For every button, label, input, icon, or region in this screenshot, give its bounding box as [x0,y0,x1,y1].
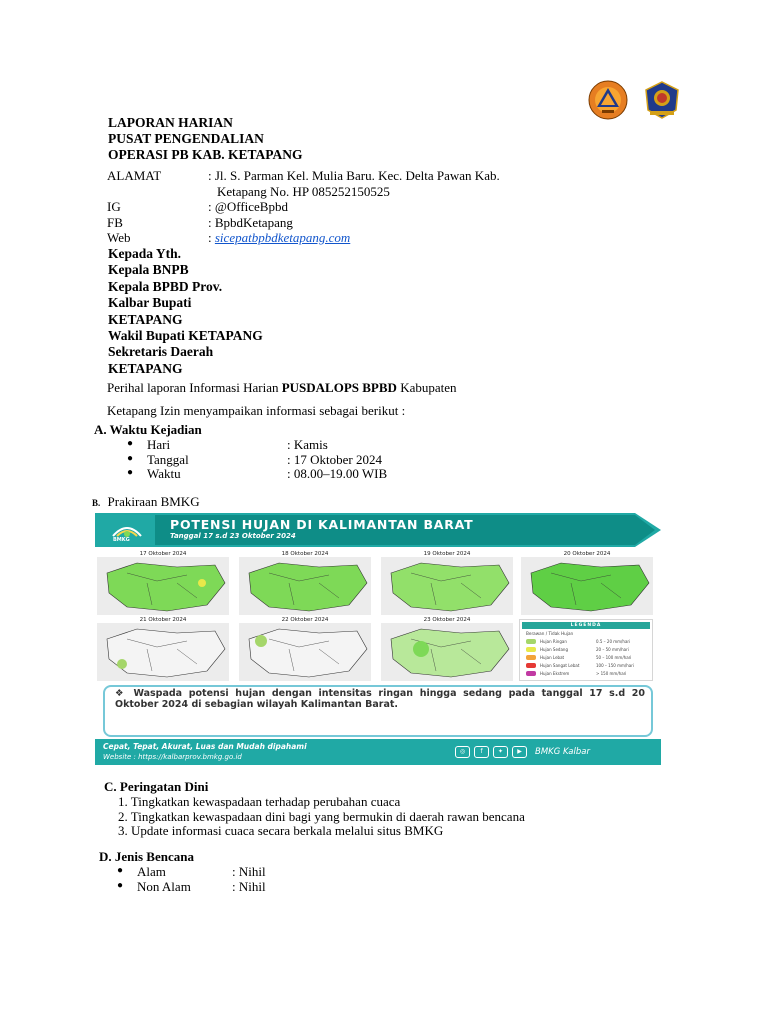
website-link[interactable]: sicepatbpbdketapang.com [214,230,351,245]
header-title-line2: PUSAT PENGENDALIAN [108,131,264,146]
section-c-title: C. Peringatan Dini [104,779,209,794]
section-a-title: A. Waktu Kejadian [94,422,202,437]
legend-row [526,671,650,677]
section-b-title [92,494,200,510]
legend-range: 100 – 150 mm/hari [596,663,634,668]
bullet-icon: ● [127,438,134,449]
legend-swatch [526,639,536,644]
rain-map [381,553,513,615]
bullet-icon: ● [127,452,134,464]
section-d-title: D. Jenis Bencana [99,849,194,864]
twitter-icon: ✦ [493,746,508,758]
rain-map [97,619,229,681]
subject-paragraph [107,380,457,396]
list-item [117,879,357,894]
addressee-line: Kepala BPBD Prov. [108,278,223,294]
item-label: Non Alam [137,878,191,894]
instagram-icon: ◎ [455,746,470,758]
infographic-footer [95,739,661,765]
footer-brand: BMKG Kalbar [535,747,590,757]
legend-row [526,655,650,661]
bmkg-logo-text: BMKG [113,537,130,543]
rain-warning-box [103,685,653,737]
section-c-list [118,794,525,838]
ig-value: : @OfficeBpbd [208,199,288,214]
legend-label: Hujan Ringan [540,639,567,644]
web-colon: : [208,230,215,245]
header-logos [588,80,692,120]
rain-warning-text [115,689,645,710]
list-item: 3. Update informasi cuaca secara berkala melalui situs BMKG [118,823,444,838]
subject-prefix: Perihal laporan Informasi Harian [107,380,282,395]
map-date-label: 19 Oktober 2024 [423,551,471,557]
ig-label: IG [107,199,121,214]
infographic-title: POTENSI HUJAN DI KALIMANTAN BARAT [170,517,474,532]
subject-bold: PUSDALOPS BPBD [281,380,397,395]
rain-map-image [97,553,229,615]
legend-row [526,647,650,653]
footer-tagline: Cepat, Tepat, Akurat, Luas dan Mudah dipahami [103,742,307,751]
footer-website: Website : https://kalbarprov.bmkg.go.id [103,753,242,761]
header-title-line3: OPERASI PB KAB. KETAPANG [108,147,303,162]
legend-swatch [526,647,536,652]
bullet-icon: ● [117,879,124,891]
bullet-icon: ● [127,467,134,479]
address-value: : Jl. S. Parman Kel. Mulia Baru. Kec. Delta Pawan Kab. [208,168,500,183]
rain-warning-message: Waspada potensi hujan dengan intensitas ringan hingga sedang pada tanggal 17 s.d 20 Oktober 2024 di sebagian wilayah Kalimantan Barat. [115,688,645,710]
address-label: ALAMAT [107,168,162,183]
fb-label: FB [107,214,123,230]
legend-swatch [526,655,536,660]
map-date-label: 20 Oktober 2024 [563,551,611,557]
legend-label: Hujan Ekstrem [540,671,570,676]
rain-map [239,553,371,615]
rain-map [97,553,229,615]
legend-label: Hujan Lebat [540,655,565,660]
ketapang-regency-logo-icon [642,80,682,120]
rain-map-image [381,619,513,681]
rain-maps-grid [97,549,657,679]
rain-map [239,619,371,681]
rain-map-image [239,553,371,615]
legend-range: 0.5 – 20 mm/hari [596,639,631,644]
item-label: Hari [147,437,171,452]
addressee-line: Wakil Bupati KETAPANG [108,328,263,344]
section-d-list [117,864,357,893]
section-b-label: Prakiraan BMKG [107,494,200,509]
list-item: 2. Tingkatkan kewaspadaan dini bagi yang bermukin di daerah rawan bencana [118,808,525,824]
list-item [127,437,447,452]
address-value-cont: Ketapang No. HP 085252150525 [217,183,390,199]
section-b-letter: B. [92,498,101,508]
item-value: : Kamis [287,437,328,452]
addressee-line: KETAPANG [108,360,183,376]
section-a-list [127,437,447,481]
item-value: : 17 Oktober 2024 [287,451,382,467]
map-date-label: 21 Oktober 2024 [139,617,187,623]
fb-value: : BpbdKetapang [208,214,293,230]
legend-range: 50 – 100 mm/hari [596,655,632,660]
bnpb-logo-icon [588,80,628,120]
item-label: Tanggal [147,451,189,467]
intro-paragraph: Ketapang Izin menyampaikan informasi sebagai berikut : [107,403,406,418]
item-label: Alam [137,864,166,879]
legend-title: LEGENDA [522,622,650,629]
map-date-label: 17 Oktober 2024 [139,551,187,557]
addressee-line: Sekretaris Daerah [108,344,214,360]
report-header [108,115,303,163]
rain-map-image [97,619,229,681]
item-label: Waktu [147,466,181,482]
list-item: 1. Tingkatkan kewaspadaan terhadap perubahan cuaca [118,794,401,809]
item-value: : Nihil [232,864,266,879]
rain-map-image [381,553,513,615]
rain-map [521,553,653,615]
rain-map-image [239,619,371,681]
legend-range: 20 – 50 mm/hari [596,647,629,652]
facebook-icon: f [474,746,489,758]
addressee-line: Kalbar Bupati [108,295,192,311]
legend-subtitle: Berawan / Tidak Hujan [526,631,574,636]
rain-map-image [521,553,653,615]
rain-map [381,619,513,681]
diamond-bullet-icon: ❖ [115,688,134,699]
legend-swatch [526,663,536,668]
bullet-icon: ● [117,865,124,876]
legend-row [526,639,650,645]
addressee-line: KETAPANG [108,311,183,327]
list-item [117,864,357,879]
list-item [127,466,447,481]
list-item [127,452,447,467]
addressee-line: Kepala BNPB [108,262,189,278]
bmkg-infographic [95,513,661,765]
item-value: : Nihil [232,878,266,894]
header-title-line1: LAPORAN HARIAN [108,115,233,130]
map-date-label: 23 Oktober 2024 [423,617,471,623]
web-value-wrap [208,230,350,246]
legend-label: Hujan Sedang [540,647,568,652]
item-value: : 08.00–19.00 WIB [287,466,388,482]
youtube-icon: ▶ [512,746,527,758]
subject-suffix: Kabupaten [396,380,457,395]
legend-row [526,663,650,669]
map-date-label: 18 Oktober 2024 [281,551,329,557]
legend-label: Hujan Sangat Lebat [540,663,580,668]
legend-swatch [526,671,536,676]
legend-range: > 150 mm/hari [596,671,627,676]
map-date-label: 22 Oktober 2024 [281,617,329,623]
addressee-block [108,246,263,377]
web-label: Web [107,230,131,245]
addressee-line: Kepada Yth. [108,246,182,261]
infographic-subtitle: Tanggal 17 s.d 23 Oktober 2024 [170,532,296,540]
rain-legend [519,619,653,681]
